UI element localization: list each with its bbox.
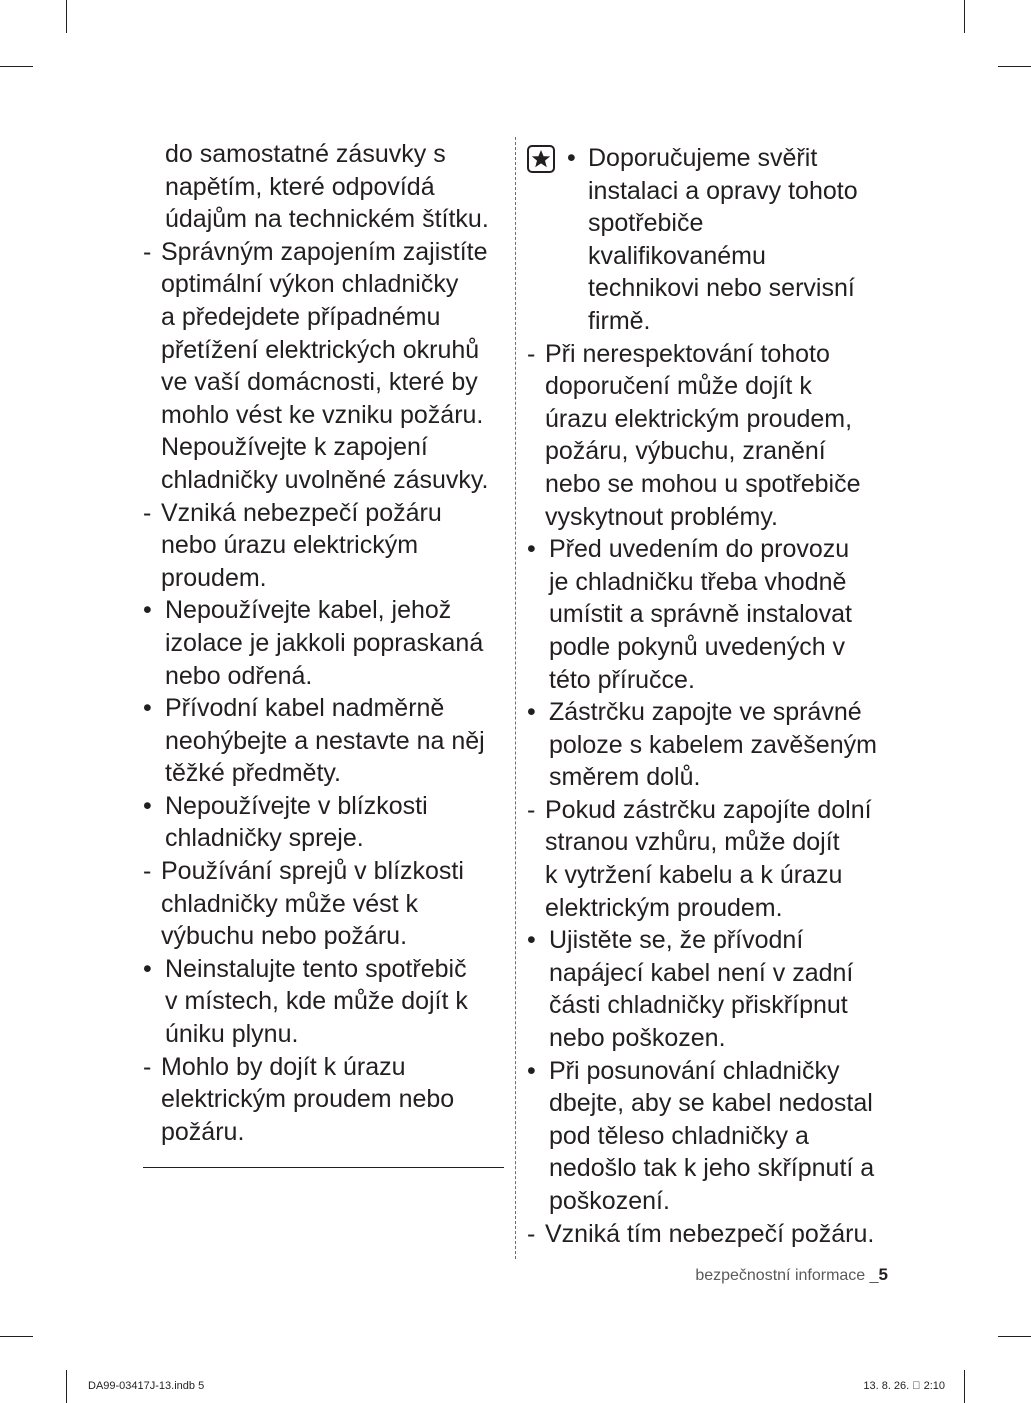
text-line: výbuchu nebo požáru. xyxy=(161,922,408,951)
text-line: dbejte, aby se kabel nedostal xyxy=(549,1089,873,1118)
text-line: umístit a správně instalovat xyxy=(549,600,852,629)
dash-item xyxy=(527,338,907,534)
text-line: této příručce. xyxy=(549,665,695,694)
dash-marker: - xyxy=(143,237,152,266)
text-line: přetížení elektrických okruhů xyxy=(161,335,480,364)
text-line: Doporučujeme svěřit xyxy=(588,144,818,172)
text-line: firmě. xyxy=(588,306,651,335)
text-line: instalaci a opravy tohoto xyxy=(588,176,858,205)
text-line: mohlo vést ke vzniku požáru. xyxy=(161,400,484,429)
crop-mark xyxy=(66,0,67,33)
text-line: Nepoužívejte kabel, jehož xyxy=(165,596,452,625)
bullet-item xyxy=(527,696,907,794)
text-line: neohýbejte a nestavte na něj xyxy=(165,726,485,755)
text-line: Při nerespektování tohoto xyxy=(545,339,830,368)
text-line: stranou vzhůru, může dojít xyxy=(545,828,840,857)
text-line: poloze s kabelem zavěšeným xyxy=(549,730,877,759)
bullet-marker: • xyxy=(527,926,536,955)
crop-mark xyxy=(964,0,965,33)
text-line: je chladničku třeba vhodně xyxy=(549,567,847,596)
text-line: nebo poškozen. xyxy=(549,1024,726,1053)
bullet-marker: • xyxy=(143,791,152,820)
dash-marker: - xyxy=(527,1219,536,1248)
text-line: požáru, výbuchu, zranění xyxy=(545,437,826,466)
bullet-item xyxy=(527,1055,907,1218)
bullet-marker: • xyxy=(567,144,576,172)
text-line: kvalifikovanému xyxy=(588,241,766,270)
bullet-item xyxy=(143,953,515,1051)
text-line: nebo úrazu elektrickým xyxy=(161,531,419,560)
text-line: směrem dolů. xyxy=(549,763,701,792)
dash-marker: - xyxy=(527,795,536,824)
bullet-item xyxy=(527,142,907,338)
text-line: napětím, které odpovídá xyxy=(165,172,435,201)
footer-section-title: bezpečnostní informace _ xyxy=(695,1267,879,1284)
text-line: v místech, kde může dojít k xyxy=(165,987,468,1016)
bullet-marker: • xyxy=(143,596,152,625)
dash-marker: - xyxy=(143,857,152,886)
text-line: Ujistěte se, že přívodní xyxy=(549,926,804,955)
text-line: Používání sprejů v blízkosti xyxy=(161,857,464,886)
page-footer xyxy=(695,1265,888,1285)
left-column xyxy=(143,138,515,1148)
dash-item xyxy=(527,1218,907,1251)
crop-mark xyxy=(998,1336,1031,1337)
text-line: těžké předměty. xyxy=(165,759,342,788)
bullet-marker: • xyxy=(527,698,536,727)
text-line: chladničky uvolněné zásuvky. xyxy=(161,465,489,494)
text-line: technikovi nebo servisní xyxy=(588,274,855,303)
crop-mark xyxy=(998,66,1031,67)
text-line: Vzniká nebezpečí požáru xyxy=(161,498,442,527)
text-line: Při posunování chladničky xyxy=(549,1056,840,1085)
text-line: nebo odřená. xyxy=(165,661,313,690)
text-line: elektrickým proudem nebo xyxy=(161,1085,455,1114)
text-line: vyskytnout problémy. xyxy=(545,502,778,531)
crop-mark xyxy=(66,1370,67,1403)
text-line: Vzniká tím nebezpečí požáru. xyxy=(545,1219,875,1248)
bullet-marker: • xyxy=(527,535,536,564)
bullet-item xyxy=(143,594,515,692)
text-line: údajům na technickém štítku. xyxy=(165,205,489,234)
left-column-rule xyxy=(143,1167,504,1168)
crop-mark xyxy=(0,1336,33,1337)
text-line: k vytržení kabelu a k úrazu xyxy=(545,861,843,890)
dash-marker: - xyxy=(527,339,536,368)
text-line: požáru. xyxy=(161,1117,245,1146)
bullet-marker: • xyxy=(143,954,152,983)
bullet-item xyxy=(527,924,907,1054)
text-line: proudem. xyxy=(161,563,267,592)
print-slug-date: 13. 8. 26. ﻿ﾞ﻿ 2:10 xyxy=(863,1380,945,1392)
text-line: nebo se mohou u spotřebiče xyxy=(545,469,861,498)
dash-item xyxy=(143,236,515,497)
text-line: Pokud zástrčku zapojíte dolní xyxy=(545,795,872,824)
text-line: ve vaší domácnosti, které by xyxy=(161,368,478,397)
dash-marker: - xyxy=(143,498,152,527)
dash-item xyxy=(143,1051,515,1149)
crop-mark xyxy=(0,66,33,67)
text-line: napájecí kabel není v zadní xyxy=(549,958,854,987)
text-line: Neinstalujte tento spotřebič xyxy=(165,954,467,983)
dash-item xyxy=(143,855,515,953)
text-line: a předejdete případnému xyxy=(161,302,441,331)
print-slug-file: DA99-03417J-13.indb 5 xyxy=(88,1380,205,1392)
bullet-marker: • xyxy=(527,1056,536,1085)
text-line: podle pokynů uvedených v xyxy=(549,632,846,661)
column-divider xyxy=(515,137,516,1259)
text-line: elektrickým proudem. xyxy=(545,893,783,922)
text-line: Přívodní kabel nadměrně xyxy=(165,694,445,723)
bullet-item xyxy=(527,533,907,696)
text-line: poškození. xyxy=(549,1187,670,1215)
continuation-item xyxy=(143,138,515,236)
text-line: úrazu elektrickým proudem, xyxy=(545,404,853,433)
text-line: Správným zapojením zajistíte xyxy=(161,237,488,266)
text-line: Zástrčku zapojte ve správné xyxy=(549,698,862,727)
text-line: nedošlo tak k jeho skřípnutí a xyxy=(549,1154,875,1183)
dash-item xyxy=(527,794,907,924)
text-line: Nepoužívejte v blízkosti xyxy=(165,791,428,820)
text-line: optimální výkon chladničky xyxy=(161,270,459,299)
bullet-marker: • xyxy=(143,694,152,723)
text-line: do samostatné zásuvky s xyxy=(165,140,446,168)
text-line: Před uvedením do provozu xyxy=(549,535,850,564)
text-line: chladničky může vést k xyxy=(161,889,419,918)
text-line: Nepoužívejte k zapojení xyxy=(161,433,428,462)
text-line: úniku plynu. xyxy=(165,1020,299,1049)
text-line: chladničky spreje. xyxy=(165,824,364,853)
text-line: spotřebiče xyxy=(588,209,704,238)
bullet-item xyxy=(143,790,515,855)
text-line: doporučení může dojít k xyxy=(545,372,812,401)
dash-marker: - xyxy=(143,1052,152,1081)
text-line: izolace je jakkoli popraskaná xyxy=(165,628,484,657)
crop-mark xyxy=(964,1370,965,1403)
right-column xyxy=(527,142,907,1250)
text-line: Mohlo by dojít k úrazu xyxy=(161,1052,406,1081)
dash-item xyxy=(143,497,515,595)
text-line: části chladničky přiskřípnut xyxy=(549,991,848,1020)
text-line: pod těleso chladničky a xyxy=(549,1121,809,1150)
page-number: 5 xyxy=(878,1265,888,1284)
bullet-item xyxy=(143,692,515,790)
